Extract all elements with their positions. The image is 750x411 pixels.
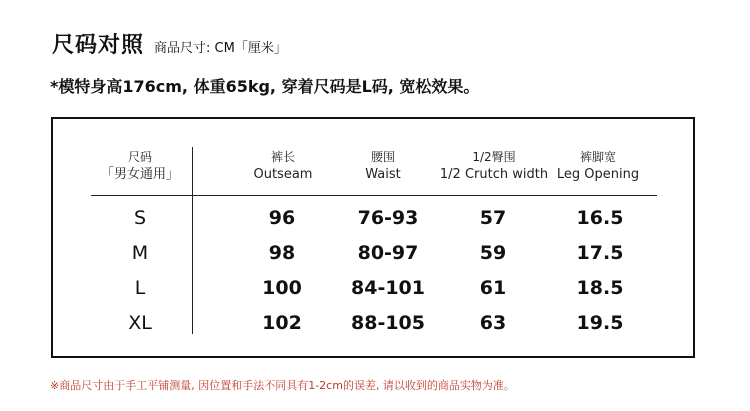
table-row-m-crutch: 59 xyxy=(479,242,507,264)
header-crutch-width xyxy=(429,149,559,183)
table-row-m-leg: 17.5 xyxy=(576,242,624,264)
table-row-s-size: S xyxy=(133,207,147,229)
table-row-s-waist: 76-93 xyxy=(357,207,419,229)
header-leg-opening-en: Leg Opening xyxy=(556,167,640,182)
table-row-xl-leg: 19.5 xyxy=(576,312,624,334)
table-row-xl-crutch: 63 xyxy=(479,312,507,334)
header-crutch-width-zh: 1/2臀围 xyxy=(472,150,516,164)
header-outseam-en: Outseam xyxy=(253,167,313,182)
table-row-l-size: L xyxy=(134,277,146,299)
table-row-l-crutch: 61 xyxy=(479,277,507,299)
header-outseam xyxy=(233,149,333,183)
table-row-xl-size: XL xyxy=(128,312,152,334)
header-waist-zh: 腰围 xyxy=(370,150,395,164)
table-row-s-leg: 16.5 xyxy=(576,207,624,229)
header-size-zh: 尺码 xyxy=(127,150,152,164)
table-row-l-waist: 84-101 xyxy=(351,277,425,299)
header-size-en: 「男女通用」 xyxy=(100,167,179,182)
header-waist-en: Waist xyxy=(365,167,401,182)
header-waist xyxy=(333,149,433,183)
table-row-l-outseam: 100 xyxy=(262,277,302,299)
table-row-xl-waist: 88-105 xyxy=(351,312,425,334)
page-title: 尺码对照 xyxy=(52,33,145,58)
unit-subtitle: 商品尺寸: CM「厘米」 xyxy=(154,41,287,56)
size-table xyxy=(51,117,695,358)
table-row-xl-outseam: 102 xyxy=(262,312,302,334)
measurement-footnote: ※商品尺寸由于手工平铺测量, 因位置和手法不同具有1-2cm的误差, 请以收到的商品实物为准。 xyxy=(50,379,515,392)
header-leg-opening xyxy=(548,149,648,183)
table-row-m-size: M xyxy=(131,242,149,264)
title-row xyxy=(52,28,287,59)
column-divider xyxy=(192,147,193,334)
table-row-l-leg: 18.5 xyxy=(576,277,624,299)
table-row-m-waist: 80-97 xyxy=(357,242,419,264)
table-row-s-outseam: 96 xyxy=(268,207,296,229)
header-outseam-zh: 裤长 xyxy=(270,150,295,164)
header-size xyxy=(90,149,190,183)
table-row-s-crutch: 57 xyxy=(479,207,507,229)
header-divider xyxy=(91,195,657,196)
header-leg-opening-zh: 裤脚宽 xyxy=(579,150,616,164)
header-crutch-width-en: 1/2 Crutch width xyxy=(439,167,549,182)
table-row-m-outseam: 98 xyxy=(268,242,296,264)
model-note: *模特身高176cm, 体重65kg, 穿着尺码是L码, 宽松效果。 xyxy=(50,77,480,96)
